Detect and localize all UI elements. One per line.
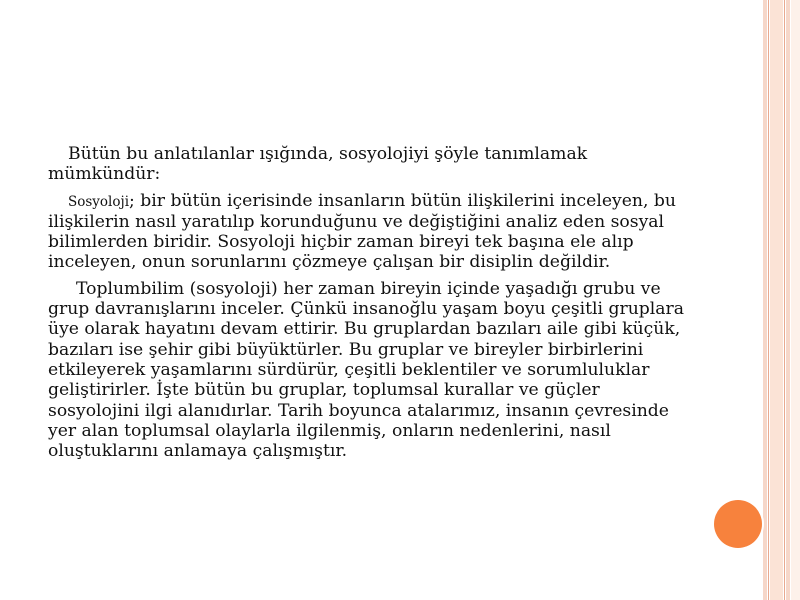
- paragraph-toplumbilim: [48, 279, 688, 462]
- right-decorative-stripe-line: [784, 0, 785, 600]
- paragraph-definition: [48, 191, 688, 273]
- right-decorative-stripe-band: [770, 0, 783, 600]
- right-decorative-stripe: [786, 0, 790, 600]
- paragraph-intro-text: Bütün bu anlatılanlar ışığında, sosyolojiyi şöyle tanımlamak mümkündür:: [48, 144, 588, 185]
- definition-term: Sosyoloji: [68, 193, 130, 210]
- paragraph-definition-text: ; bir bütün içerisinde insanların bütün ilişkilerini inceleyen, bu ilişkilerin nasıl yaratılıp korunduğunu ve değiştiğini analiz eden sosyal bilimlerden biridir. Sosyoloji hiçbir zaman bireyi tek başına ele alıp inceleyen, onun sorunlarını çözmeye çalışan bir disiplin değildir.: [48, 190, 676, 273]
- paragraph-intro: [48, 144, 688, 185]
- slide-body: [48, 144, 688, 467]
- right-decorative-stripe: [763, 0, 767, 600]
- orange-circle-decoration: [714, 500, 762, 548]
- paragraph-toplumbilim-text: Toplumbilim (sosyoloji) her zaman bireyin içinde yaşadığı grubu ve grup davranışlarını inceler. Çünkü insanoğlu yaşam boyu çeşitli gruplara üye olarak hayatını devam ettirir. Bu gruplardan bazıları aile gibi küçük, bazıları ise şehir gibi büyüktürler. Bu gruplar ve bireyler birbirlerini etkileyerek yaşamlarını sürdürür, çeşitli beklentiler ve sorumluluklar geliştirirler. İşte bütün bu gruplar, toplumsal kurallar ve güçler sosyolojini ilgi alanıdırlar. Tarih boyunca atalarımız, insanın çevresinde yer alan toplumsal olaylarla ilgilenmiş, onların nedenlerini, nasıl oluştuklarını anlamaya çalışmıştır.: [48, 278, 685, 462]
- right-decorative-stripe-line: [768, 0, 769, 600]
- right-decorative-stripe-edge: [791, 0, 800, 600]
